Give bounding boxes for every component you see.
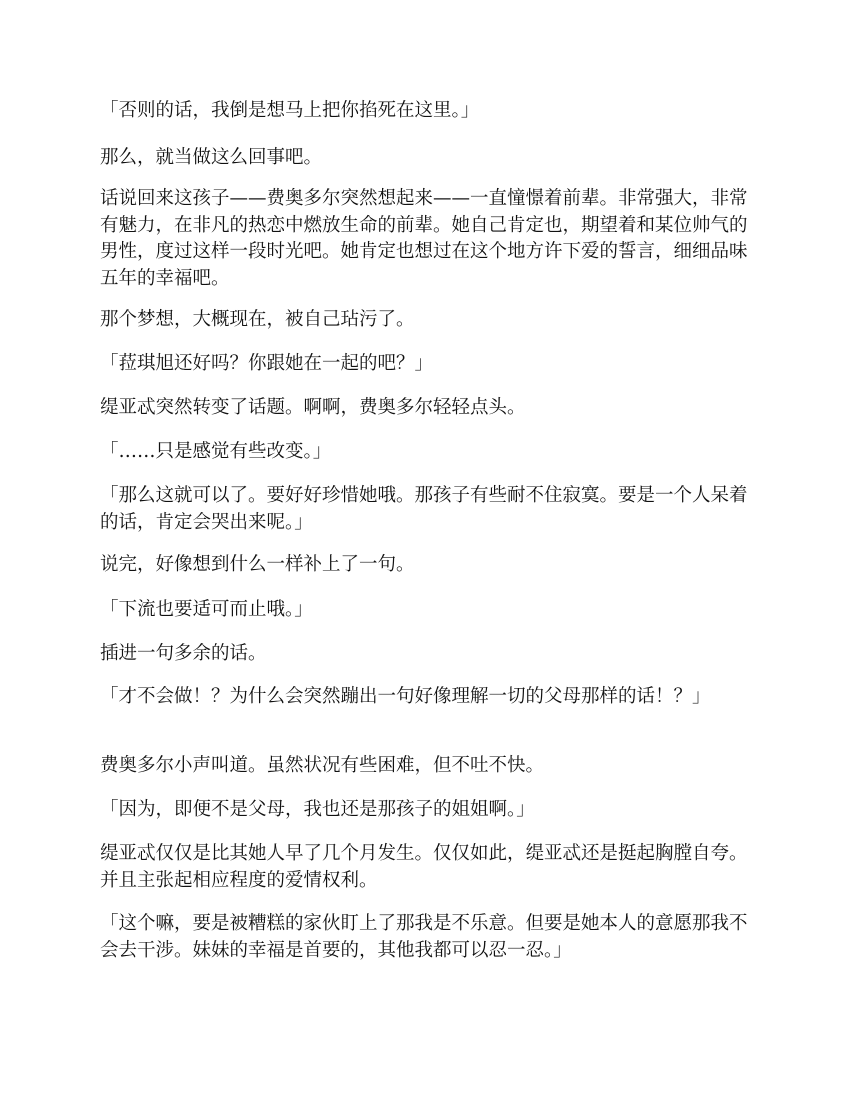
paragraph-8: 「那么这就可以了。要好好珍惜她哦。那孩子有些耐不住寂寞。要是一个人呆着的话，肯定会哭出来呢。」 [100, 485, 748, 533]
paragraph-2: 那么，就当做这么回事吧。 [100, 147, 323, 168]
paragraph-10: 「下流也要适可而止哦。」 [100, 599, 313, 620]
paragraph-13: 费奥多尔小声叫道。虽然状况有些困难，但不吐不快。 [100, 755, 545, 776]
paragraph-5: 「菈琪旭还好吗？你跟她在一起的吧？」 [100, 353, 434, 374]
paragraph-6: 缇亚忒突然转变了话题。啊啊，费奥多尔轻轻点头。 [100, 397, 526, 418]
paragraph-15: 缇亚忒仅仅是比其她人早了几个月发生。仅仅如此，缇亚忒还是挺起胸膛自夸。并且主张起相应程度的爱情权利。 [100, 843, 748, 891]
paragraph-16: 「这个嘛，要是被糟糕的家伙盯上了那我是不乐意。但要是她本人的意愿那我不会去干涉。妹妹的幸福是首要的，其他我都可以忍一忍。」 [100, 913, 748, 961]
paragraph-11: 插进一句多余的话。 [100, 643, 267, 664]
paragraph-1: 「否则的话，我倒是想马上把你掐死在这里。」 [100, 100, 480, 121]
paragraph-9: 说完，好像想到什么一样补上了一句。 [100, 554, 415, 575]
paragraph-4: 那个梦想，大概现在，被自己玷污了。 [100, 309, 415, 330]
paragraph-12: 「才不会做！？为什么会突然蹦出一句好像理解一切的父母那样的话！？」 [100, 686, 711, 707]
paragraph-7: 「……只是感觉有些改变。」 [100, 441, 332, 462]
paragraph-14: 「因为，即便不是父母，我也还是那孩子的姐姐啊。」 [100, 799, 535, 820]
paragraph-3: 话说回来这孩子——费奥多尔突然想起来——一直憧憬着前辈。非常强大，非常有魅力，在非凡的热恋中燃放生命的前辈。她自己肯定也，期望着和某位帅气的男性，度过这样一段时光吧。她肯定也想过在这个地方许下爱的誓言，细细品味五年的幸福吧。 [100, 188, 748, 289]
